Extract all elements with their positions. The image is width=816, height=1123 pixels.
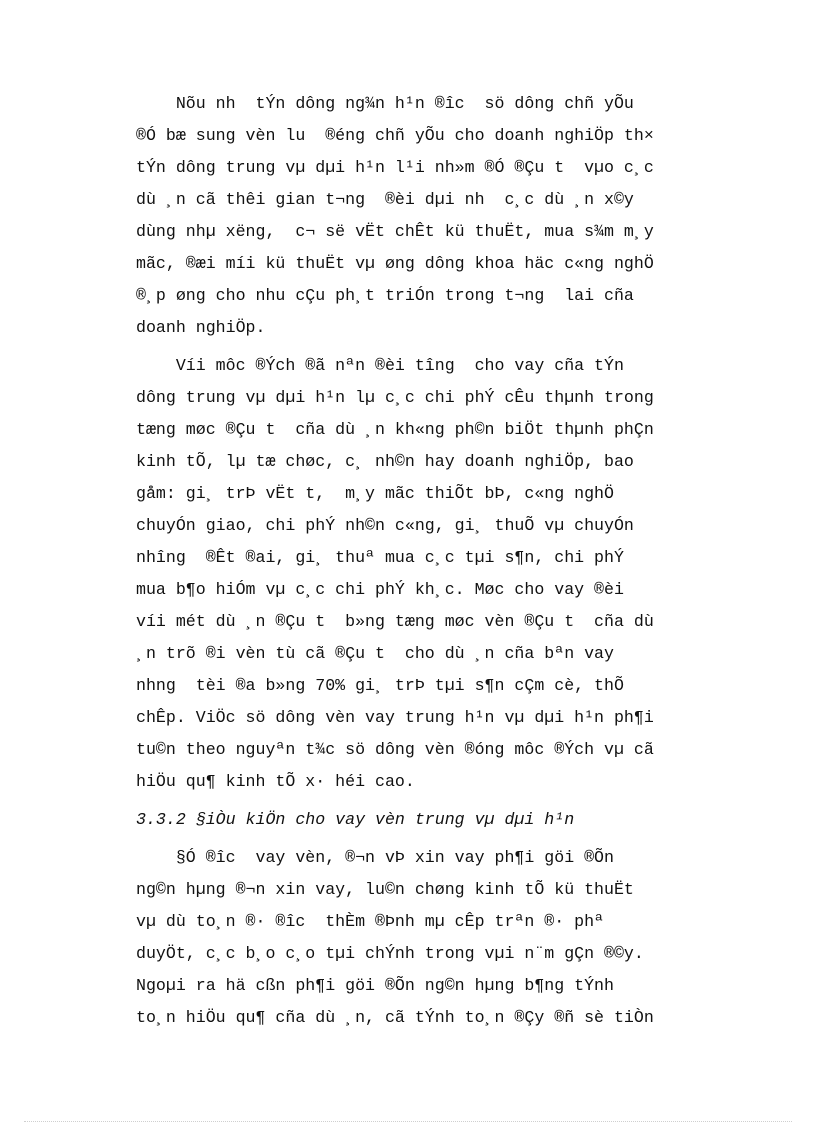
- text-line: §Ó ®îc vay vèn, ®¬n vÞ xin vay ph¶i göi ®Õn: [136, 848, 614, 867]
- page-bottom-rule: [24, 1121, 792, 1122]
- text-line: vµ dù to¸n ®· ®îc thÈm ®Þnh mµ cÊp trªn ®· phª: [136, 912, 605, 931]
- text-line: Nõu nh tÝn dông ng¾n h¹n ®îc sö dông chñ yÕu: [136, 94, 634, 113]
- text-line: tu©n theo nguyªn t¾c sö dông vèn ®óng môc ®Ých vµ cã: [136, 740, 654, 759]
- text-line: duyÖt, c¸c b¸o c¸o tµi chÝnh trong vµi n¨m gÇn ®©y.: [136, 944, 644, 963]
- text-line: tæng møc ®Çu t cña dù ¸n kh«ng ph©n biÖt thµnh phÇn: [136, 420, 654, 439]
- document-body: [136, 88, 741, 1034]
- text-line: ®Ó bæ sung vèn lu ®éng chñ yÕu cho doanh nghiÖp th×: [136, 126, 654, 145]
- text-line: mua b¶o hiÓm vµ c¸c chi phÝ kh¸c. Møc cho vay ®èi: [136, 580, 624, 599]
- text-line: dông trung vµ dµi h¹n lµ c¸c chi phÝ cÊu thµnh trong: [136, 388, 654, 407]
- text-line: doanh nghiÖp.: [136, 318, 266, 337]
- paragraph-loan-objects: [136, 350, 741, 798]
- text-line: nhng tèi ®a b»ng 70% gi¸ trÞ tµi s¶n cÇm cè, thÕ: [136, 676, 624, 695]
- text-line: Ngoµi ra hä cßn ph¶i göi ®Õn ng©n hµng b¶ng tÝnh: [136, 976, 614, 995]
- text-line: tÝn dông trung vµ dµi h¹n l¹i nh»m ®Ó ®Çu t vµo c¸c: [136, 158, 654, 177]
- text-line: ¸n trõ ®i vèn tù cã ®Çu t cho dù ¸n cña bªn vay: [136, 644, 614, 663]
- section-heading: 3.3.2 §iÒu kiÖn cho vay vèn trung vµ dµi h¹n: [136, 810, 575, 829]
- text-line: mãc, ®æi míi kü thuËt vµ øng dông khoa häc c«ng nghÖ: [136, 254, 654, 273]
- text-line: hiÖu qu¶ kinh tÕ x· héi cao.: [136, 772, 415, 791]
- text-line: víi mét dù ¸n ®Çu t b»ng tæng møc vèn ®Çu t cña dù: [136, 612, 654, 631]
- text-line: chÊp. ViÖc sö dông vèn vay trung h¹n vµ dµi h¹n ph¶i: [136, 708, 654, 727]
- text-line: Víi môc ®Ých ®ã nªn ®èi tîng cho vay cña tÝn: [136, 356, 624, 375]
- text-line: to¸n hiÖu qu¶ cña dù ¸n, cã tÝnh to¸n ®Çy ®ñ sè tiÒn: [136, 1008, 654, 1027]
- paragraph-credit-purpose: [136, 88, 741, 344]
- text-line: ®¸p øng cho nhu cÇu ph¸t triÓn trong t¬ng lai cña: [136, 286, 634, 305]
- paragraph-loan-conditions: [136, 842, 741, 1034]
- text-line: ng©n hµng ®¬n xin vay, lu©n chøng kinh tÕ kü thuËt: [136, 880, 634, 899]
- text-line: chuyÓn giao, chi phÝ nh©n c«ng, gi¸ thuÕ vµ chuyÓn: [136, 516, 634, 535]
- text-line: nhîng ®Êt ®ai, gi¸ thuª mua c¸c tµi s¶n, chi phÝ: [136, 548, 624, 567]
- text-line: gåm: gi¸ trÞ vËt t, m¸y mãc thiÕt bÞ, c«ng nghÖ: [136, 484, 614, 503]
- text-line: dù ¸n cã thêi gian t¬ng ®èi dµi nh c¸c dù ¸n x©y: [136, 190, 634, 209]
- text-line: kinh tÕ, lµ tæ chøc, c¸ nh©n hay doanh nghiÖp, bao: [136, 452, 634, 471]
- text-line: dùng nhµ xëng, c¬ së vËt chÊt kü thuËt, mua s¾m m¸y: [136, 222, 654, 241]
